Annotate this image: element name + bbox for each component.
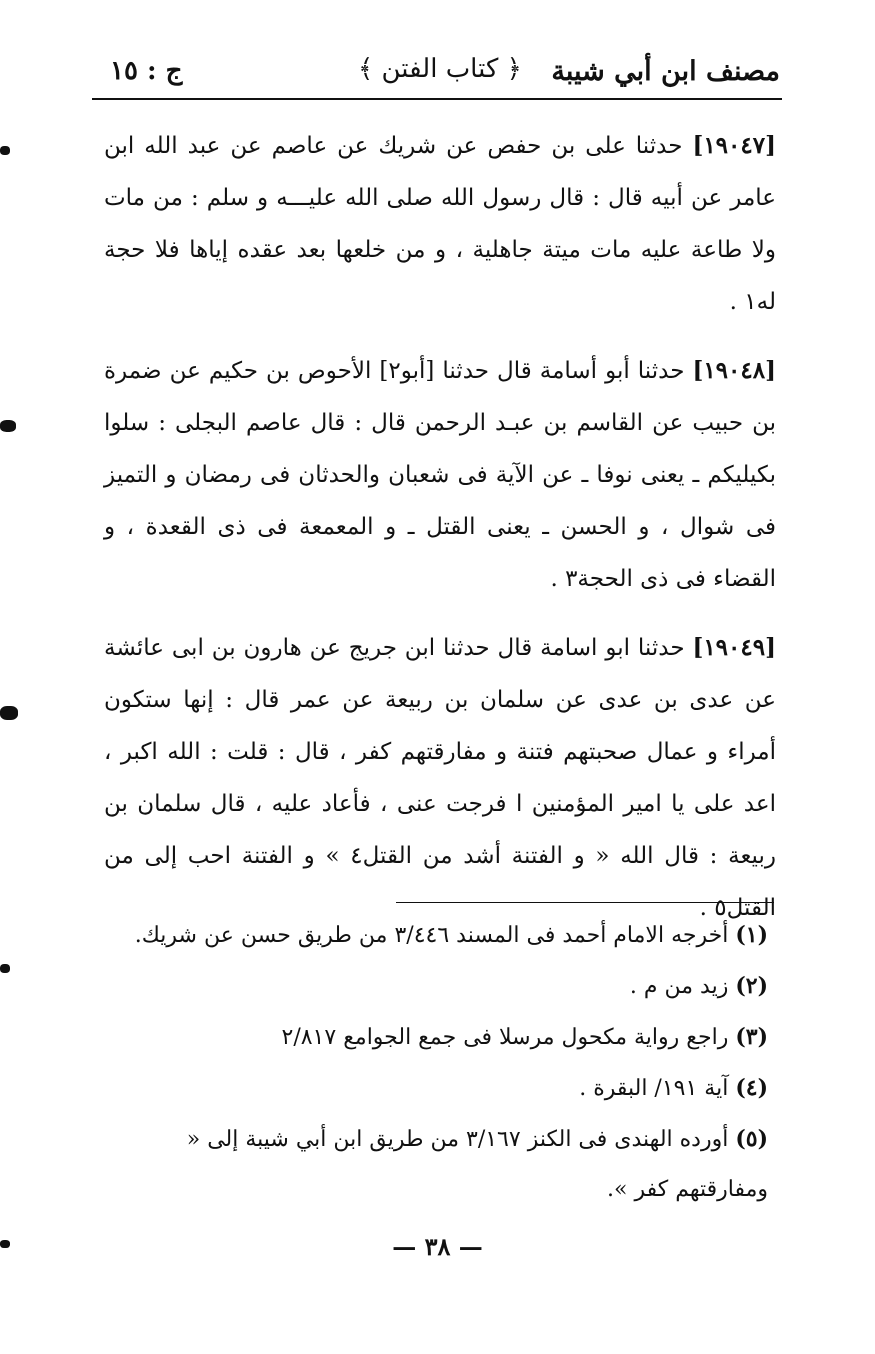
scan-mark xyxy=(0,706,18,720)
scan-mark xyxy=(0,146,10,155)
hadith-text: حدثنا على بن حفص عن شريك عن عاصم عن عبد الله ابن عامر عن أبيه قال : قال رسول الله صلى الله عليـــه و سلم : من مات ولا طاعة عليه مات ميتة جاهلية ، و من خلعها بعد عقده إياها فلا حجة له١ . xyxy=(104,133,777,315)
chapter-title: ﴿ كتاب الفتن ﴾ xyxy=(358,54,522,84)
footnote-text: زيد من م . xyxy=(629,974,729,999)
footnote-text: راجع رواية مكحول مرسلا فى جمع الجوامع ٢/٨١٧ xyxy=(281,1025,729,1050)
footnote-number: (٣) xyxy=(735,1024,768,1050)
footnote-text: أورده الهندى فى الكنز ٣/١٦٧ من طريق ابن أبي شيبة إلى « ومفارقتهم كفر ». xyxy=(186,1127,768,1202)
hadith-number: [١٩٠٤٧] xyxy=(692,132,776,159)
hadith-paragraph xyxy=(104,120,776,328)
hadith-text: حدثنا أبو أسامة قال حدثنا [أبو٢] الأحوص بن حكيم عن ضمرة بن حبيب عن القاسم بن عبـد الرحمن قال : قال عاصم البجلى : سلوا بكيليكم ـ يعنى نوفا ـ عن الآية فى شعبان والحدثان فى رمضان و التميز فى شوال ، و الحسن ـ يعنى القتل ـ و المعمعة فى ذى القعدة ، و القضاء فى ذى الحجة٣ . xyxy=(104,358,776,592)
header-divider xyxy=(92,98,782,100)
footnote-text: آية ١٩١/ البقرة . xyxy=(579,1076,729,1101)
hadith-number: [١٩٠٤٩] xyxy=(692,634,776,661)
footnote-number: (٤) xyxy=(735,1075,768,1101)
hadith-text: حدثنا ابو اسامة قال حدثنا ابن جريج عن هارون بن ابى عائشة عن عدى بن عدى عن سلمان بن ربيعة عن عمر قال : إنها ستكون أمراء و عمال صحبتهم فتنة و مفارقتهم كفر ، قال : قلت : الله اكبر ، اعد على يا امير المؤمنين ا فرجت عنى ، فأعاد عليه ، قال سلمان بن ربيعة : قال الله « و الفتنة أشد من القتل٤ » و الفتنة احب إلى من القتل٥ . xyxy=(104,635,777,921)
page-header xyxy=(90,50,780,100)
book-title: مصنف ابن أبي شيبة xyxy=(551,56,780,87)
footnote xyxy=(104,1012,768,1063)
volume-number: ج : ١٥ xyxy=(110,56,183,86)
footnote-number: (١) xyxy=(735,922,768,948)
footnote xyxy=(104,910,768,961)
scan-mark xyxy=(0,1240,10,1248)
footnote-number: (٢) xyxy=(735,973,768,999)
scan-mark xyxy=(0,964,10,973)
scan-mark xyxy=(0,420,16,432)
hadith-paragraph xyxy=(104,622,776,934)
footnote-text: أخرجه الامام أحمد فى المسند ٣/٤٤٦ من طريق حسن عن شريك. xyxy=(134,923,729,948)
hadith-paragraph xyxy=(104,345,776,605)
footnotes xyxy=(104,910,768,1215)
main-text xyxy=(104,120,776,951)
footnote-number: (٥) xyxy=(735,1126,768,1152)
page-number: — ٣٨ — xyxy=(392,1232,483,1261)
footnote xyxy=(104,1114,768,1215)
hadith-number: [١٩٠٤٨] xyxy=(692,357,776,384)
footnote xyxy=(104,1063,768,1114)
footnote-divider xyxy=(396,902,774,903)
footnote xyxy=(104,961,768,1012)
